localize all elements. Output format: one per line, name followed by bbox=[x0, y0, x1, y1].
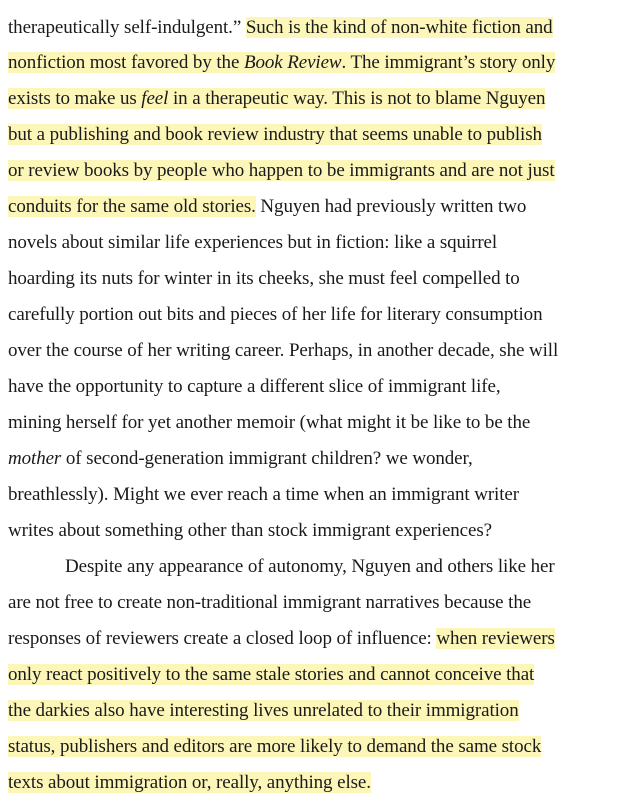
highlight: nonfiction most favored by the Book Review. The immigrant’s story only bbox=[8, 52, 556, 73]
text-line: over the course of her writing career. Perhaps, in another decade, she will bbox=[8, 340, 559, 361]
text-line: carefully portion out bits and pieces of her life for literary consumption bbox=[8, 304, 543, 325]
text-line: responses of reviewers create a closed loop of influence: when reviewers bbox=[8, 628, 555, 649]
highlight: when reviewers bbox=[436, 628, 555, 649]
highlight: only react positively to the same stale stories and cannot conceive that bbox=[8, 664, 535, 685]
highlight: exists to make us feel in a therapeutic way. This is not to blame Nguyen bbox=[8, 88, 546, 109]
text-line: novels about similar life experiences but in fiction: like a squirrel bbox=[8, 232, 498, 253]
text-line bbox=[8, 45, 555, 81]
text-line: have the opportunity to capture a different slice of immigrant life, bbox=[8, 376, 501, 397]
highlight: but a publishing and book review industry that seems unable to publish bbox=[8, 124, 542, 145]
text-line-indented: Despite any appearance of autonomy, Nguyen and others like her bbox=[65, 556, 555, 577]
text-line: are not free to create non-traditional immigrant narratives because the bbox=[8, 592, 532, 613]
text-line bbox=[8, 81, 545, 117]
text-line bbox=[8, 153, 555, 189]
highlight: the darkies also have interesting lives unrelated to their immigration bbox=[8, 700, 519, 721]
text-line bbox=[8, 765, 371, 801]
highlight: status, publishers and editors are more likely to demand the same stock bbox=[8, 736, 542, 757]
text-line: writes about something other than stock immigrant experiences? bbox=[8, 520, 492, 541]
text-line: mining herself for yet another memoir (what might it be like to be the bbox=[8, 412, 531, 433]
text-line bbox=[8, 657, 534, 693]
text-line: breathlessly). Might we ever reach a time when an immigrant writer bbox=[8, 484, 519, 505]
text-line: therapeutically self-indulgent.” Such is the kind of non-white fiction and bbox=[8, 17, 553, 38]
text-line: hoarding its nuts for winter in its cheeks, she must feel compelled to bbox=[8, 268, 520, 289]
italic-word: mother bbox=[8, 448, 62, 469]
italic-title: Book Review bbox=[243, 52, 342, 73]
highlight: or review books by people who happen to be immigrants and are not just bbox=[8, 160, 555, 181]
text-line: conduits for the same old stories. Nguyen had previously written two bbox=[8, 196, 527, 217]
highlight: conduits for the same old stories. bbox=[8, 196, 256, 217]
text-line bbox=[8, 729, 541, 765]
text-line: mother of second-generation immigrant children? we wonder, bbox=[8, 448, 473, 469]
italic-word: feel bbox=[141, 88, 169, 109]
text-line bbox=[8, 117, 542, 153]
text-line bbox=[8, 693, 519, 729]
highlight: texts about immigration or, really, anything else. bbox=[8, 772, 371, 793]
highlight: Such is the kind of non-white fiction and bbox=[245, 17, 553, 38]
